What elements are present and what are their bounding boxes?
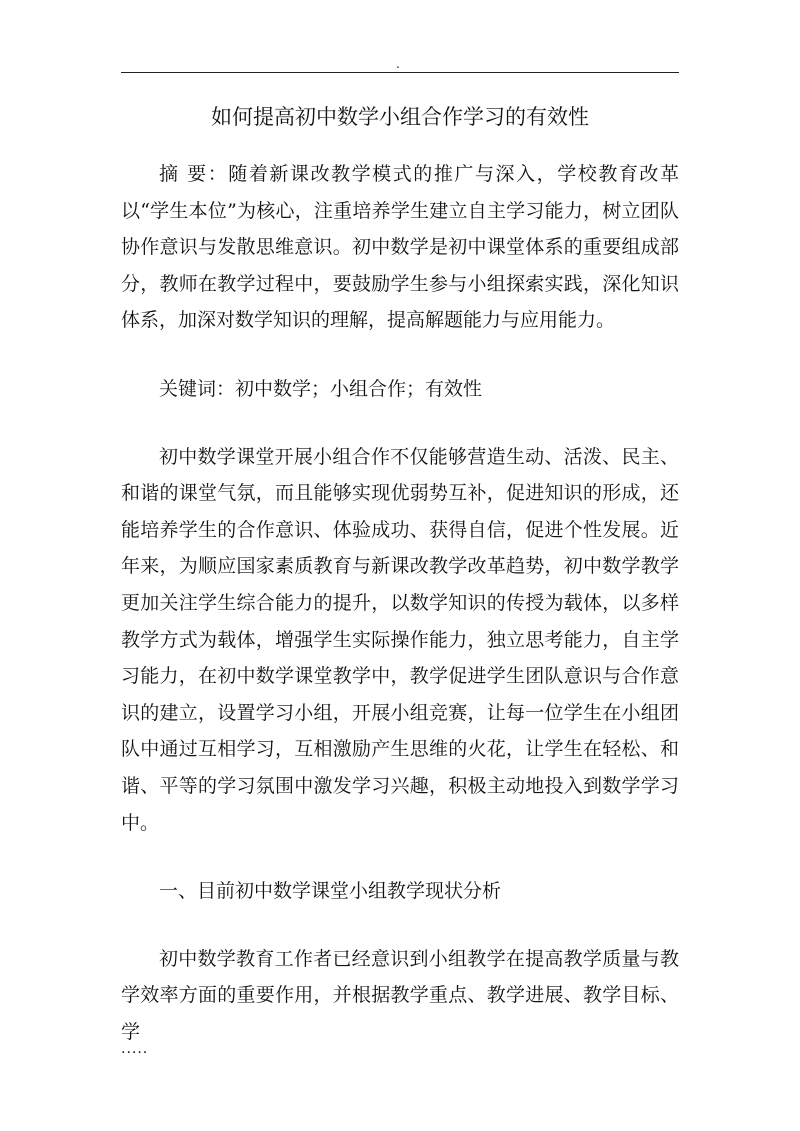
section-heading: 一、目前初中数学课堂小组教学现状分析: [159, 880, 502, 903]
intro-paragraph: 初中数学课堂开展小组合作不仅能够营造生动、活泼、民主、和谐的课堂气氛，而且能够实现优弱势互补，促进知识的形成，还能培养学生的合作意识、体验成功、获得自信，促进个性发展。近年来，为顺应国家素质教育与新课改教学改革趋势，初中数学教学更加关注学生综合能力的提升，以数学知识的传授为载体，以多样教学方式为载体，增强学生实际操作能力，独立思考能力，自主学习能力，在初中数学课堂教学中，教学促进学生团队意识与合作意识的建立，设置学习小组，开展小组竞赛，让每一位学生在小组团队中通过互相学习，互相激励产生思维的火花，让学生在轻松、和谐、平等的学习氛围中激发学习兴趣，积极主动地投入到数学学习中。: [121, 445, 679, 834]
header-rule: [121, 72, 679, 73]
document-body: [121, 100, 679, 1082]
abstract-paragraph: 摘 要：随着新课改教学模式的推广与深入，学校教育改革以“学生本位”为核心，注重培养学生建立自主学习能力，树立团队协作意识与发散思维意识。初中数学是初中课堂体系的重要组成部分，教师在教学过程中，要鼓励学生参与小组探索实践，深化知识体系，加深对数学知识的理解，提高解题能力与应用能力。: [121, 163, 679, 332]
section-paragraph: 初中数学教育工作者已经意识到小组教学在提高教学质量与教学效率方面的重要作用，并根据教学重点、教学进展、教学目标、学: [121, 947, 679, 1043]
document-title: 如何提高初中数学小组合作学习的有效性: [211, 105, 589, 129]
footer-mark: .....: [121, 1041, 149, 1057]
keywords-line: 关键词：初中数学；小组合作；有效性: [159, 377, 483, 400]
header-mark: .: [396, 57, 400, 71]
